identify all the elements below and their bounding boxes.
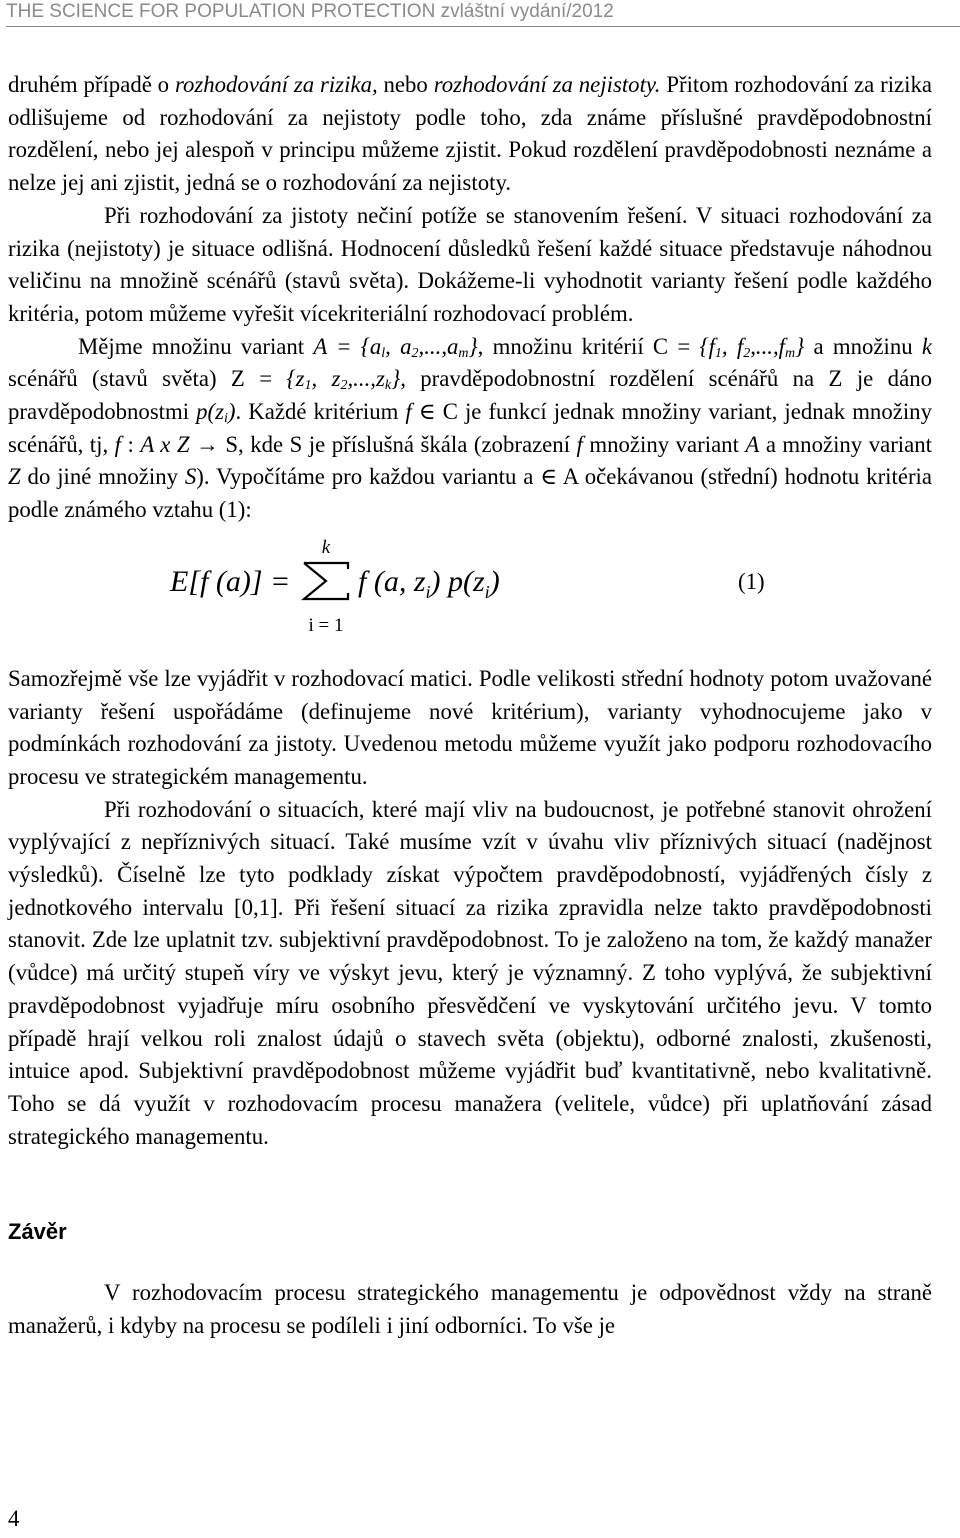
paragraph-decision-certainty: Při rozhodování za jistoty nečiní potíže se stanovením řešení. V situaci rozhodování za rizika (nejistoty) je situace odlišná. Hodnocení důsledků řešení každé situace představuje náhodnou veličinu na množině scénářů (stavů světa). Dokážeme-li vyhodnotit varianty řešení podle každého kritéria, potom můžeme vyřešit vícekriteriální rozhodovací problém.: [8, 202, 932, 326]
summation-sign-icon: [304, 563, 348, 599]
expected-value-equation: [8, 539, 932, 647]
sum-lower-limit: i = 1: [308, 614, 344, 636]
paragraph-conclusion: V rozhodovacím procesu strategického managementu je odpovědnost vždy na straně manažerů, i kdyby na procesu se podíleli i jiní odborníci. To vše je: [8, 1280, 932, 1339]
equation-rhs: f (a, $z_i$) $p(z_i)$: [358, 564, 500, 602]
section-heading-conclusion: Závěr: [8, 1219, 67, 1245]
sum-upper-limit: k: [321, 538, 331, 558]
paragraph-risk-uncertainty: druhém případě o rozhodování za rizika, nebo rozhodování za nejistoty. Přitom rozhodování za rizika odlišujeme od rozhodování za nejistoty podle toho, zda známe příslušné pravděpodobnostní rozdělení, nebo jej alespoň v principu můžeme zjistit. Pokud rozdělení pravděpodobnosti neznáme a nelze jej ani zjistit, jedná se o rozhodování za nejistoty.: [8, 72, 932, 196]
page-number: 4: [8, 1506, 20, 1531]
equation-graphic: [8, 539, 932, 647]
equation-lhs: E[f (a)] =: [170, 564, 291, 598]
paragraph-definitions: Mějme množinu variant $A = \{a_l$, $a_2,...,a_m$}, množinu kritérií $C = \{f_1$, $f_2,...,f_m$} a množinu k scénářů (stavů světa) $Z = \{z_1$, $z_2,...,z_k$}, pravděpodobnostní rozdělení scénářů na Z je dáno pravděpodobnostmi $p(z_i)$. Každé kritérium f ∈ C je funkcí jednak množiny variant, jednak množiny scénářů, tj, f : A x Z → S, kde S je příslušná škála (zobrazení f množiny variant A a množiny variant Z do jiné množiny S). Vypočítáme pro každou variantu a ∈ A očekávanou (střední) hodnotu kritéria podle známého vztahu (1):: [8, 333, 933, 523]
equation-number: (1): [738, 568, 765, 594]
paragraph-decision-matrix: Samozřejmě vše lze vyjádřit v rozhodovací matici. Podle velikosti střední hodnoty potom uvažované varianty řešení uspořádáme (definujeme nové kritérium), varianty vyhodnocujeme jako v podmínkách rozhodování za jistoty. Uvedenou metodu můžeme využít jako podporu rozhodovacího procesu ve strategickém managementu.: [8, 665, 932, 789]
paragraph-subjective-probability: Při rozhodování o situacích, které mají vliv na budoucnost, je potřebné stanovit ohrožení vyplývající z nepříznivých situací. Také musíme vzít v úvahu vliv příznivých situací (nadějnost výsledků). Číselně lze tyto podklady získat výpočtem pravděpodobností, vyjádřených čísly z jednotkového intervalu [0,1]. Při řešení situací za rizika zpravidla nelze takto pravděpodobnosti stanovit. Zde lze uplatnit tzv. subjektivní pravděpodobnost. To je založeno na tom, že každý manažer (vůdce) má určitý stupeň víry ve výskyt jevu, který je významný. Z toho vyplývá, že subjektivní pravděpodobnost vyjadřuje míru osobního přesvědčení ve vyskytování určitého jevu. V tomto případě hrají velkou roli znalost údajů o stavech světa (objektu), odborné znalosti, zkušenosti, intuice apod. Subjektivní pravděpodobnost můžeme vyjádřit buď kvantitativně, nebo kvalitativně. Toho se dá využít v rozhodovacím procesu manažera (velitele, vůdce) při uplatňování zásad strategického managementu.: [8, 796, 932, 1149]
journal-running-header: [6, 0, 960, 27]
running-header-text: THE SCIENCE FOR POPULATION PROTECTION zvláštní vydání/2012: [6, 1, 614, 22]
article-body: [8, 69, 932, 1343]
